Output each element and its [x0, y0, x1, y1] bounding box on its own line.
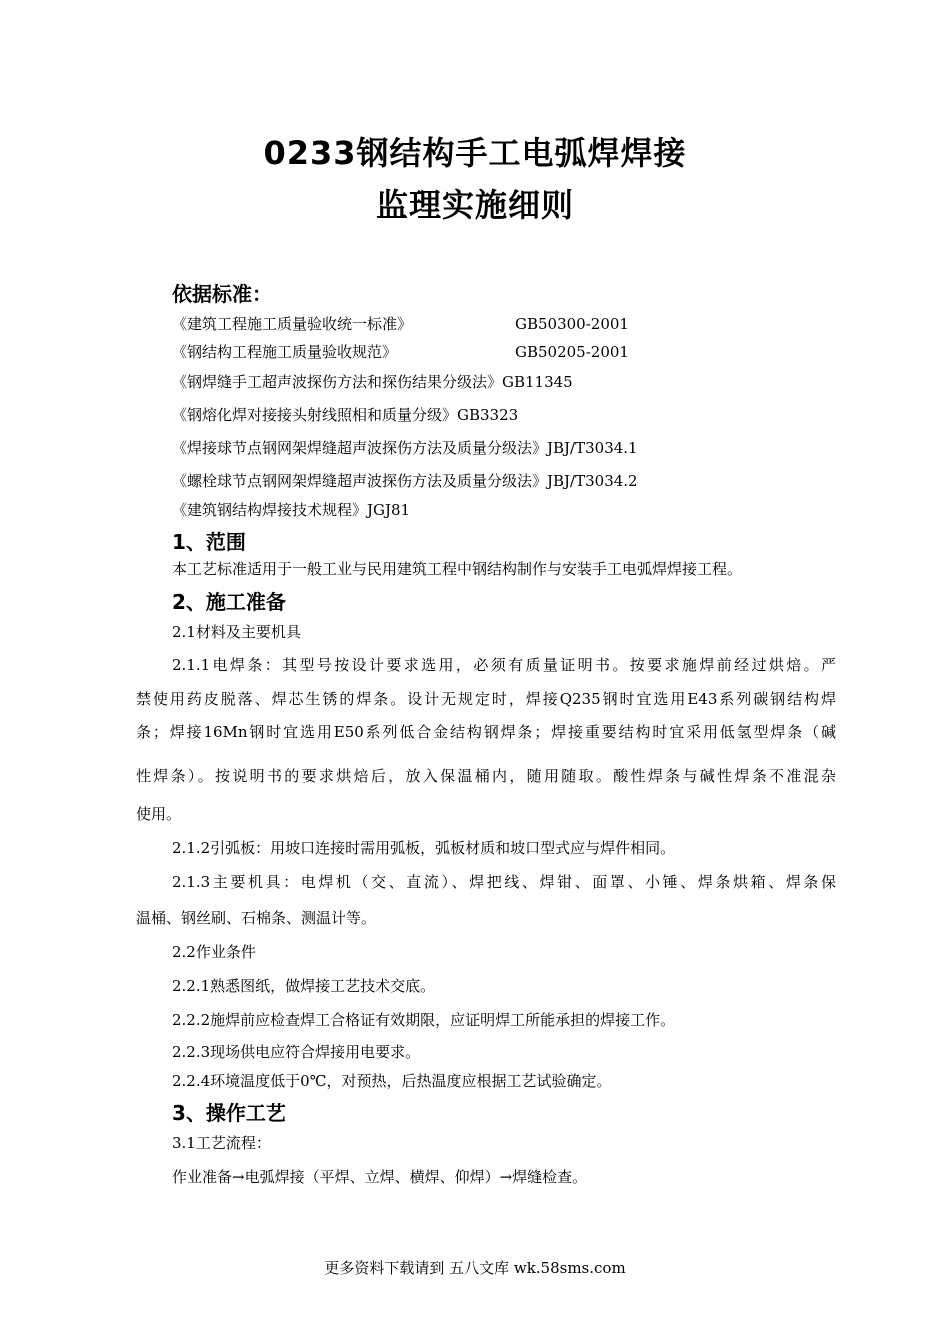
- ref-name: 《钢熔化焊对接接头射线照相和质量分级》GB3323: [172, 406, 519, 424]
- subsection-2-2: 2.2作业条件: [172, 943, 256, 961]
- para-2-1-1-line: 禁使用药皮脱落、焊芯生锈的焊条。设计无规定时，焊接Q235钢时宜选用E43系列碳钢结构焊: [136, 690, 836, 708]
- ref-code: GB50205-2001: [515, 343, 629, 361]
- process-flow: 作业准备→电弧焊接（平焊、立焊、横焊、仰焊）→焊缝检查。: [172, 1168, 588, 1186]
- para-2-1-2: 2.1.2引弧板：用坡口连接时需用弧板，弧板材质和坡口型式应与焊件相同。: [172, 839, 676, 857]
- subsection-2-1: 2.1材料及主要机具: [172, 623, 301, 641]
- para-2-1-1-line: 条；焊接16Mn钢时宜选用E50系列低合金结构钢焊条；焊接重要结构时宜采用低氢型焊条（碱: [136, 723, 836, 741]
- para-2-1-1-line: 性焊条）。按说明书的要求烘焙后，放入保温桶内，随用随取。酸性焊条与碱性焊条不准混杂: [136, 767, 836, 785]
- document-title-line2: 监理实施细则: [375, 186, 574, 224]
- para-2-1-1-line: 使用。: [136, 805, 182, 823]
- ref-name: 《钢结构工程施工质量验收规范》: [172, 343, 398, 361]
- para-2-1-1-line: 2.1.1电焊条：其型号按设计要求选用，必须有质量证明书。按要求施焊前经过烘焙。严: [172, 656, 836, 674]
- para-2-2-3: 2.2.3现场供电应符合焊接用电要求。: [172, 1043, 421, 1061]
- section2-heading: 2、施工准备: [172, 590, 286, 614]
- para-2-2-4: 2.2.4环境温度低于0℃，对预热，后热温度应根据工艺试验确定。: [172, 1072, 612, 1090]
- ref-name: 《螺栓球节点钢网架焊缝超声波探伤方法及质量分级法》JBJ/T3034.2: [172, 472, 638, 490]
- subsection-3-1: 3.1工艺流程：: [172, 1134, 271, 1152]
- ref-name: 《建筑钢结构焊接技术规程》JGJ81: [172, 501, 411, 519]
- para-2-2-2: 2.2.2施焊前应检查焊工合格证有效期限，应证明焊工所能承担的焊接工作。: [172, 1011, 676, 1029]
- footer-text: 更多资料下载请到 五八文库 wk.58sms.com: [324, 1259, 626, 1277]
- para-2-1-3-line: 温桶、钢丝刷、石棉条、测温计等。: [136, 909, 377, 927]
- document-title-line1: 0233钢结构手工电弧焊焊接: [263, 134, 687, 172]
- basis-heading: 依据标准：: [172, 282, 272, 306]
- para-2-2-1: 2.2.1熟悉图纸，做焊接工艺技术交底。: [172, 977, 436, 995]
- section1-text: 本工艺标准适用于一般工业与民用建筑工程中钢结构制作与安装手工电弧焊焊接工程。: [172, 560, 743, 578]
- ref-name: 《钢焊缝手工超声波探伤方法和探伤结果分级法》GB11345: [172, 373, 573, 391]
- ref-name: 《建筑工程施工质量验收统一标准》: [172, 315, 413, 333]
- ref-name: 《焊接球节点钢网架焊缝超声波探伤方法及质量分级法》JBJ/T3034.1: [172, 439, 638, 457]
- para-2-1-3-line: 2.1.3主要机具：电焊机（交、直流）、焊把线、焊钳、面罩、小锤、焊条烘箱、焊条保: [172, 873, 836, 891]
- ref-code: GB50300-2001: [515, 315, 629, 333]
- section3-heading: 3、操作工艺: [172, 1101, 286, 1125]
- section1-heading: 1、范围: [172, 530, 246, 554]
